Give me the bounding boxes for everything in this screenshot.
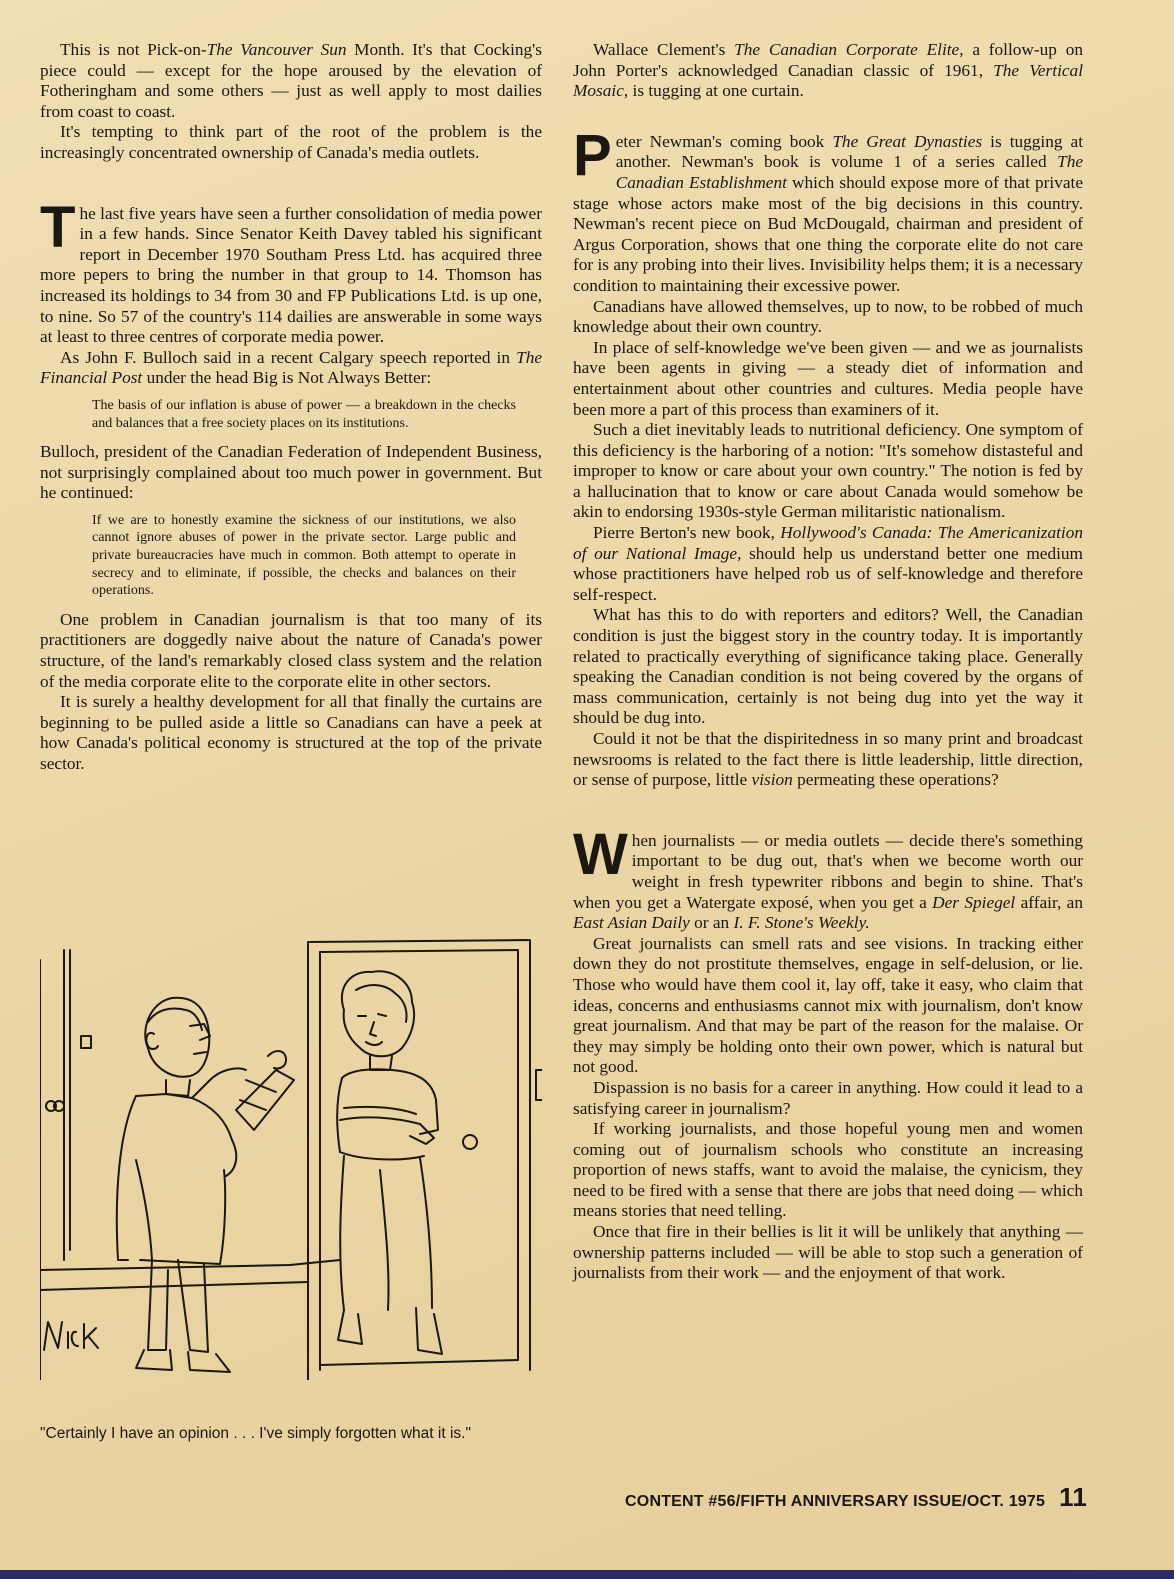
drop-cap: W (573, 821, 628, 887)
scan-edge (0, 1570, 1174, 1579)
paragraph: Such a diet inevitably leads to nutritional deficiency. One symptom of this deficiency is the harboring of a notion: "It's somehow distasteful and improper to know or care about your own country." The notion is fed by a hallucination that to know or care about Canada would somehow be akin to endorsing 1930s-style German militaristic nationalism. (573, 420, 1083, 522)
paragraph: One problem in Canadian journalism is that too many of its practitioners are doggedly naive about the nature of Canada's power structure, of the land's remarkably closed class system and the relation of the media corporate elite to the corporate elite in other sectors. (40, 609, 542, 691)
section-break (573, 102, 1083, 132)
paragraph: As John F. Bulloch said in a recent Calgary speech reported in The Financial Post under the head Big is Not Always Better: (40, 347, 542, 388)
paragraph: This is not Pick-on-The Vancouver Sun Month. It's that Cocking's piece could — except for the hope aroused by the elevation of Fotheringham and some others — just as well apply to most dailies from coast to coast. (40, 40, 542, 121)
paragraph: What has this to do with reporters and editors? Well, the Canadian condition is just the biggest story in the country today. It is importantly related to practically everything of significance taking place. Generally speaking the Canadian condition is not being covered by the organs of mass communication, certainly is not being dug into yet the way it should be dug into. (573, 605, 1083, 728)
section-break (40, 164, 542, 204)
clipboard (236, 1070, 294, 1130)
clipboard-clip (268, 1051, 286, 1068)
pen-lines (240, 1080, 276, 1110)
door-frame (320, 1360, 518, 1365)
page-number: 11 (1059, 1482, 1087, 1512)
drop-cap: P (573, 122, 612, 188)
paragraph: It's tempting to think part of the root of the problem is the increasingly concentrated ownership of Canada's media outlets. (40, 122, 542, 162)
issue-info: CONTENT #56/FIFTH ANNIVERSARY ISSUE/OCT. 1975 (625, 1493, 1046, 1510)
door-frame (308, 940, 530, 1370)
cartoon-illustration (40, 930, 542, 1380)
paragraph-with-dropcap: The last five years have seen a further consolidation of media power in a few hands. Since Senator Keith Davey tabled his significant report in December 1970 Southam Press Ltd. has acquired three more pepers to bring the number in that group to 14. Thomson has increased its holdings to 34 from 30 and FP Publications Ltd. is up one, to nine. So 57 of the country's 114 dailies are answerable in some ways at least to three centres of corporate media power. (40, 194, 542, 347)
door-knob-icon (463, 1135, 477, 1149)
artist-signature (44, 1322, 98, 1350)
section-break (573, 791, 1083, 831)
page-footer (567, 1482, 1087, 1513)
light-switch-icon (81, 1036, 91, 1048)
paragraph: If working journalists, and those hopeful young men and women coming out of journalism schools who constitute an increasing proportion of news staffs, want to avoid the malaise, the cynicism, they need to be fired with a sense that there are jobs that need doing — which means stories that need telling. (573, 1119, 1083, 1221)
paragraph: It is surely a healthy development for all that finally the curtains are beginning to be pulled aside a little so Canadians can have a peek at how Canada's political economy is structured at the top of the private sector. (40, 692, 542, 773)
paragraph-with-dropcap: Peter Newman's coming book The Great Dynasties is tugging at another. Newman's book is volume 1 of a series called The Canadian Establishment which should expose more of that private stage whose actors make most of the big decisions in this country. Newman's recent piece on Bud McDougald, chairman and president of Argus Corporation, shows that one thing the corporate elite do not care for is any probing into their lives. Invisibility helps them; it is a necessary condition to maintaining their excessive power. (573, 122, 1083, 295)
cartoon-caption: "Certainly I have an opinion . . . I've simply forgotten what it is." (40, 1425, 471, 1442)
paragraph: Could it not be that the dispiritedness in so many print and broadcast newsrooms is related to the fact there is little leadership, little direction, or sense of purpose, little vision permeating these operations? (573, 729, 1083, 790)
floor-line (40, 1282, 308, 1290)
paragraph: Wallace Clement's The Canadian Corporate Elite, a follow-up on John Porter's acknowledged Canadian classic of 1961, The Vertical Mosaic, is tugging at one curtain. (573, 40, 1083, 101)
left-column (40, 40, 542, 775)
woman-figure (337, 971, 442, 1354)
block-quote: The basis of our inflation is abuse of power — a breakdown in the checks and balances that a free society places on its institutions. (92, 397, 516, 431)
outlet-icon (46, 1101, 64, 1111)
paragraph-with-dropcap: When journalists — or media outlets — decide there's something important to be dug out, that's when we become worth our weight in fresh typewriter ribbons and begin to shine. That's when you get a Watergate exposé, when you get a Der Spiegel affair, an East Asian Daily or an I. F. Stone's Weekly. (573, 821, 1083, 933)
paragraph: In place of self-knowledge we've been given — and we as journalists have been agents in giving — a steady diet of information and entertainment about other countries and cultures. Media people have been more a part of this process than examiners of it. (573, 337, 1083, 419)
right-column (573, 40, 1083, 1284)
block-quote: If we are to honestly examine the sickness of our institutions, we also cannot ignore abuses of power in the private sector. Large public and private bureaucracies have much in common. Both attempt to operate in secrecy and to eliminate, if possible, the checks and balances on their operations. (92, 512, 516, 599)
door-hinge (536, 1070, 542, 1100)
paragraph: Once that fire in their bellies is lit it will be unlikely that anything — ownership patterns included — will be able to stop such a generation of journalists from their work — and the enjoyment of that work. (573, 1222, 1083, 1283)
paragraph: Great journalists can smell rats and see visions. In tracking either down they do not prostitute themselves, engage in self-delusion, or lie. Those who would have them cool it, lay off, take it easy, who claim that ideas, concerns and enthusiasms cannot mix with journalism, don't know great journalism. And that may be part of the reason for the malaise. Or they may simply be holding onto their own power, which is natural but not good. (573, 933, 1083, 1077)
man-figure (117, 998, 294, 1372)
paragraph: Canadians have allowed themselves, up to now, to be robbed of much knowledge about their own country. (573, 296, 1083, 337)
paragraph: Dispassion is no basis for a career in anything. How could it lead to a satisfying career in journalism? (573, 1077, 1083, 1118)
paragraph: Bulloch, president of the Canadian Federation of Independent Business, not surprisingly complained about too much power in government. But he continued: (40, 442, 542, 503)
paragraph: Pierre Berton's new book, Hollywood's Canada: The Americanization of our National Image, should help us understand better one medium whose practitioners have helped rob us of self-knowledge and therefore self-respect. (573, 523, 1083, 604)
drop-cap: T (40, 194, 76, 260)
